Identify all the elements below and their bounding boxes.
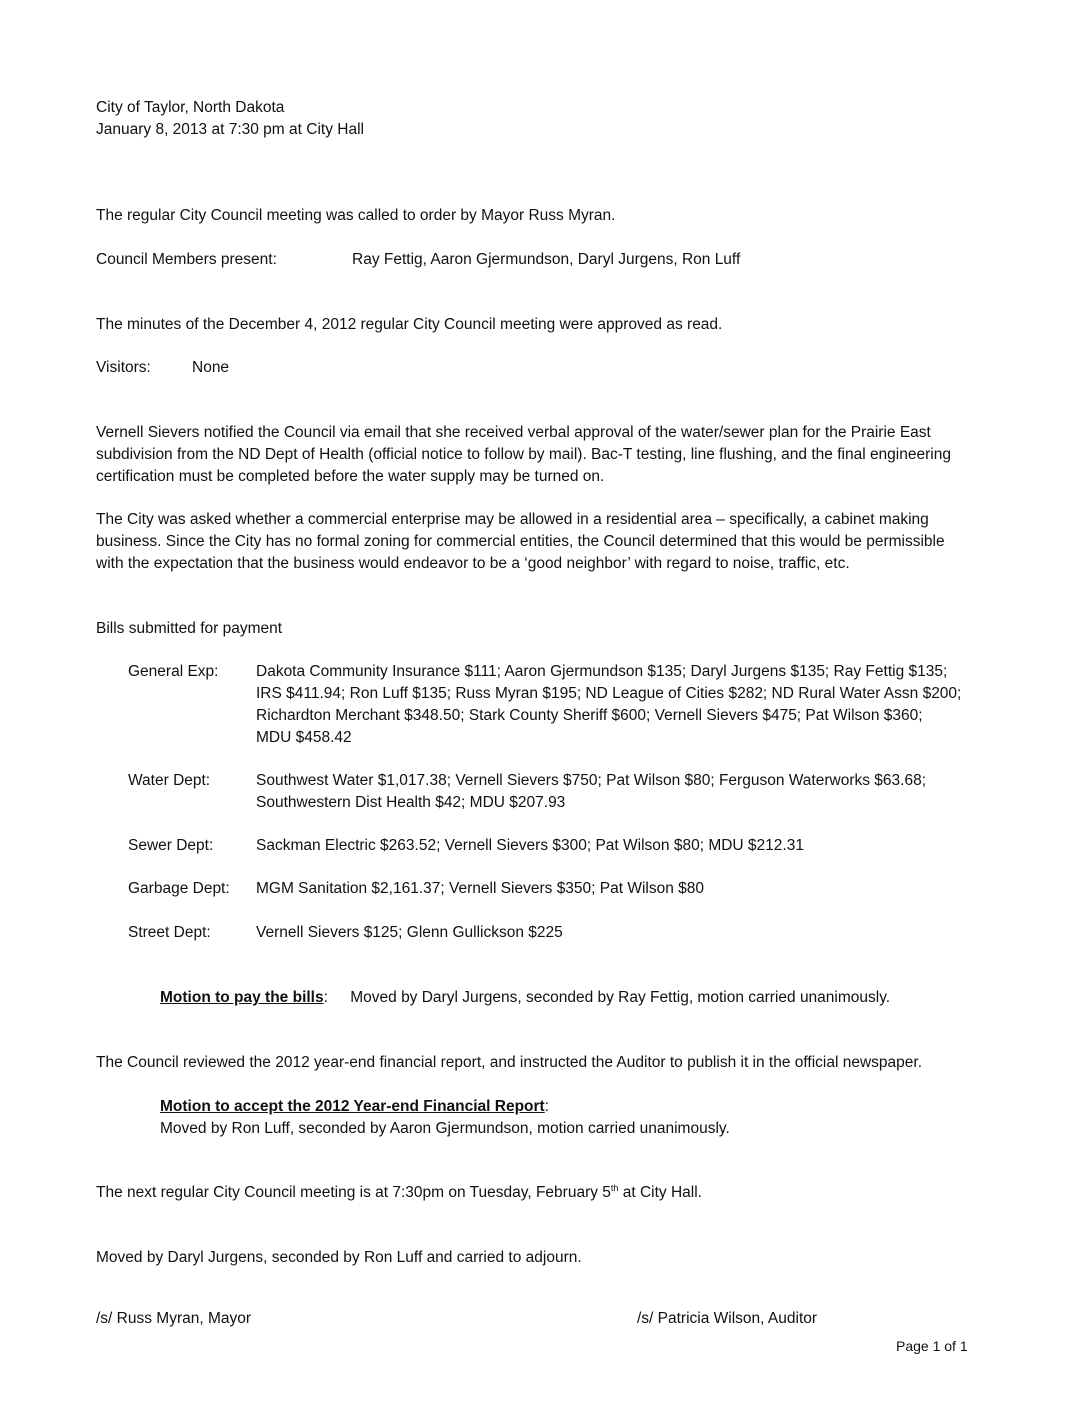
city-name: City of Taylor, North Dakota	[96, 99, 285, 116]
next-meeting-text: The next regular City Council meeting is at 7:30pm on Tuesday, February 5	[96, 1184, 611, 1201]
motion-bills-title: Motion to pay the bills	[160, 989, 324, 1006]
garbage-dept-line: MGM Sanitation $2,161.37; Vernell Sievers $350; Pat Wilson $80	[256, 880, 705, 897]
council-label: Council Members present:	[96, 251, 277, 268]
motion-financial-title: Motion to accept the 2012 Year-end Financial Report	[160, 1098, 545, 1115]
street-dept-line: Vernell Sievers $125; Glenn Gullickson $225	[256, 924, 563, 941]
paragraph1-line: Vernell Sievers notified the Council via email that she received verbal approval of the water/sewer plan for the Prairie East	[96, 424, 931, 441]
visitors-value: None	[192, 359, 230, 376]
paragraph2-line: business. Since the City has no formal zoning for commercial entities, the Council determined that this would be permissible	[96, 533, 945, 550]
paragraph2-line: with the expectation that the business would endeavor to be a ‘good neighbor’ with regard to noise, traffic, etc.	[96, 555, 850, 572]
motion-bills-text: Moved by Daryl Jurgens, seconded by Ray Fettig, motion carried unanimously.	[350, 989, 891, 1006]
financial-review: The Council reviewed the 2012 year-end financial report, and instructed the Auditor to publish it in the official newspaper.	[96, 1054, 923, 1071]
motion-bills-colon: :	[323, 989, 328, 1006]
water-dept-label: Water Dept:	[128, 772, 211, 789]
meeting-date: January 8, 2013 at 7:30 pm at City Hall	[96, 121, 364, 138]
sewer-dept-line: Sackman Electric $263.52; Vernell Sievers $300; Pat Wilson $80; MDU $212.31	[256, 837, 804, 854]
water-dept-line: Southwestern Dist Health $42; MDU $207.93	[256, 794, 566, 811]
council-members: Ray Fettig, Aaron Gjermundson, Daryl Jurgens, Ron Luff	[352, 251, 741, 268]
paragraph2-line: The City was asked whether a commercial enterprise may be allowed in a residential area – specifically, a cabinet making	[96, 511, 929, 528]
mayor-signature: /s/ Russ Myran, Mayor	[96, 1310, 252, 1327]
motion-financial-colon: :	[544, 1098, 550, 1115]
sewer-dept-label: Sewer Dept:	[128, 837, 214, 854]
general-exp-line: IRS $411.94; Ron Luff $135; Russ Myran $195; ND League of Cities $282; ND Rural Water Assn $200;	[256, 685, 962, 702]
adjourn: Moved by Daryl Jurgens, seconded by Ron Luff and carried to adjourn.	[96, 1249, 582, 1266]
auditor-signature: /s/ Patricia Wilson, Auditor	[637, 1310, 818, 1327]
street-dept-label: Street Dept:	[128, 924, 211, 941]
next-meeting-after: at City Hall.	[618, 1184, 702, 1201]
general-exp-label: General Exp:	[128, 663, 219, 680]
motion-financial-text: Moved by Ron Luff, seconded by Aaron Gjermundson, motion carried unanimously.	[160, 1120, 730, 1137]
minutes-approval: The minutes of the December 4, 2012 regular City Council meeting were approved as read.	[96, 316, 723, 333]
paragraph1-line: certification must be completed before the water supply may be turned on.	[96, 468, 605, 485]
visitors-label: Visitors:	[96, 359, 151, 376]
paragraph1-line: subdivision from the ND Dept of Health (official notice to follow by mail). Bac-T testing, line flushing, and the final engineering	[96, 446, 951, 463]
motion-bills	[160, 987, 890, 1009]
motion-financial-heading	[160, 1096, 549, 1118]
general-exp-line: MDU $458.42	[256, 729, 352, 746]
call-to-order: The regular City Council meeting was called to order by Mayor Russ Myran.	[96, 207, 616, 224]
next-meeting-sup: th	[610, 1182, 619, 1193]
page-number: Page 1 of 1	[896, 1338, 968, 1354]
next-meeting	[96, 1182, 702, 1204]
general-exp-line: Richardton Merchant $348.50; Stark County Sheriff $600; Vernell Sievers $475; Pat Wilson $360;	[256, 707, 923, 724]
general-exp-line: Dakota Community Insurance $111; Aaron Gjermundson $135; Daryl Jurgens $135; Ray Fettig $135;	[256, 663, 948, 680]
garbage-dept-label: Garbage Dept:	[128, 880, 230, 897]
bills-heading: Bills submitted for payment	[96, 620, 283, 637]
water-dept-line: Southwest Water $1,017.38; Vernell Sievers $750; Pat Wilson $80; Ferguson Waterworks $63.68;	[256, 772, 927, 789]
